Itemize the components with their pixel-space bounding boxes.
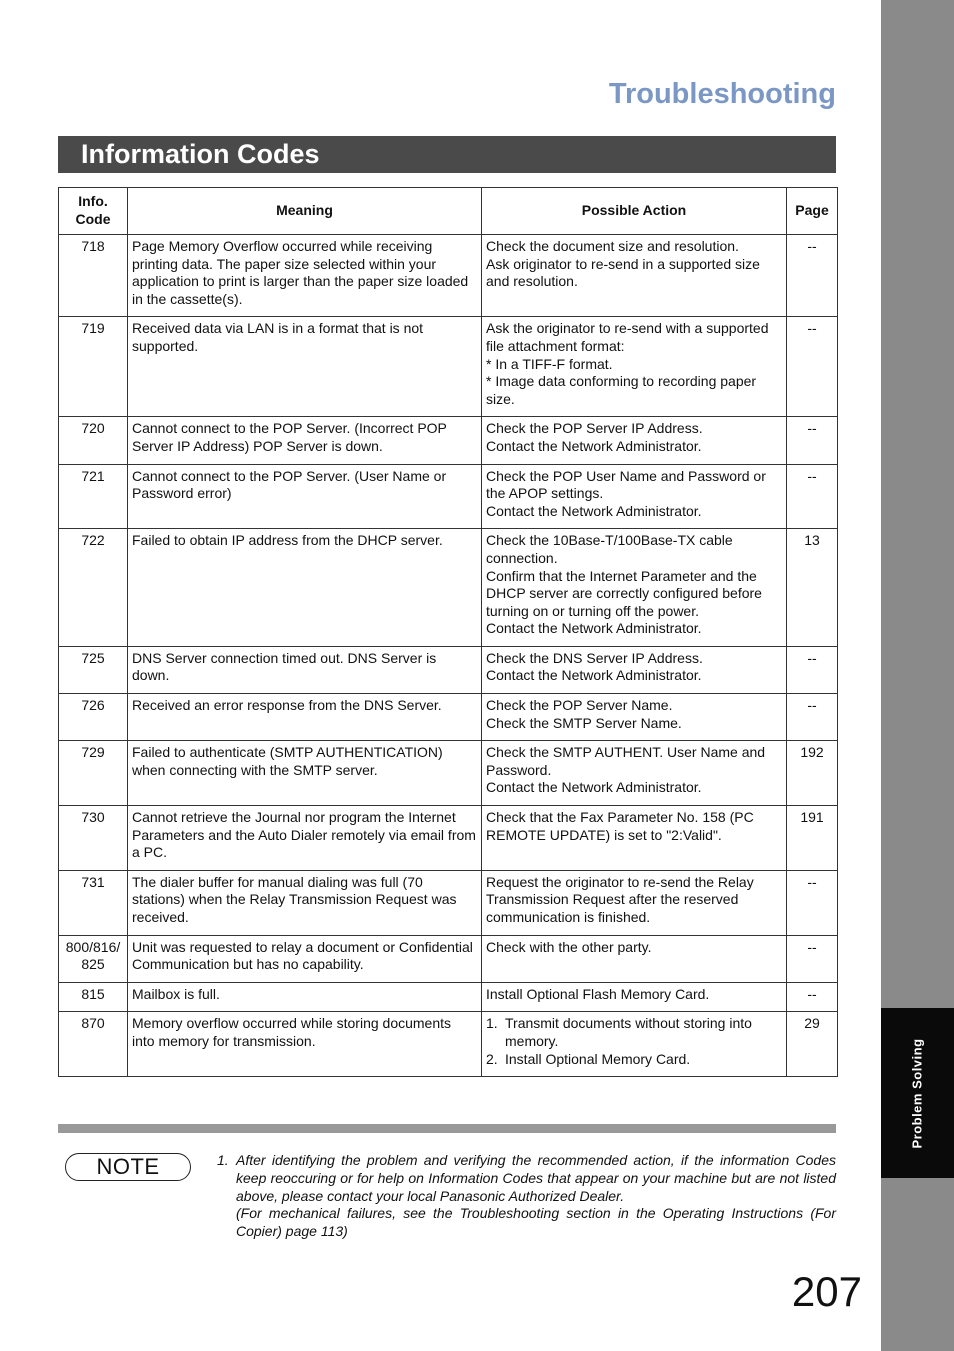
col-header-page: Page xyxy=(787,188,838,235)
meaning-cell: Failed to authenticate (SMTP AUTHENTICATION) when connecting with the SMTP server. xyxy=(128,741,482,806)
side-tab-label: Problem Solving xyxy=(910,1037,926,1149)
action-step xyxy=(486,1051,782,1069)
step-number: 2. xyxy=(486,1050,498,1067)
code-cell: 719 xyxy=(59,317,128,417)
col-header-code: Info. Code xyxy=(59,188,128,235)
step-text: Transmit documents without storing into memory. xyxy=(505,1015,752,1049)
side-tab xyxy=(881,1008,954,1178)
table-row xyxy=(59,529,838,647)
action-cell: Check the POP Server Name. Check the SMTP Server Name. xyxy=(482,694,787,741)
page-cell: -- xyxy=(787,235,838,317)
meaning-cell: Received data via LAN is in a format that is not supported. xyxy=(128,317,482,417)
code-cell: 815 xyxy=(59,982,128,1012)
meaning-cell: Page Memory Overflow occurred while receiving printing data. The paper size selected within your application to print is larger than the paper size loaded in the cassette(s). xyxy=(128,235,482,317)
action-cell: Check the 10Base-T/100Base-TX cable connection. Confirm that the Internet Parameter and the DHCP server are correctly configured before turning on or turning off the power. Contact the Network Administrator. xyxy=(482,529,787,647)
code-cell: 722 xyxy=(59,529,128,647)
action-cell: Request the originator to re-send the Relay Transmission Request after the reserved communication is finished. xyxy=(482,870,787,935)
table-row xyxy=(59,1012,838,1077)
action-cell: Install Optional Flash Memory Card. xyxy=(482,982,787,1012)
meaning-cell: Mailbox is full. xyxy=(128,982,482,1012)
meaning-cell: Cannot retrieve the Journal nor program the Internet Parameters and the Auto Dialer remotely via email from a PC. xyxy=(128,806,482,871)
code-cell: 800/816/ 825 xyxy=(59,935,128,982)
page-cell: -- xyxy=(787,982,838,1012)
page-cell: -- xyxy=(787,646,838,693)
page-cell: -- xyxy=(787,464,838,529)
meaning-cell: Cannot connect to the POP Server. (Incorrect POP Server IP Address) POP Server is down. xyxy=(128,417,482,464)
meaning-cell: Cannot connect to the POP Server. (User Name or Password error) xyxy=(128,464,482,529)
action-cell: Check with the other party. xyxy=(482,935,787,982)
table-row xyxy=(59,806,838,871)
action-cell: Check the POP User Name and Password or the APOP settings. Contact the Network Administrator. xyxy=(482,464,787,529)
col-header-meaning: Meaning xyxy=(128,188,482,235)
code-cell: 720 xyxy=(59,417,128,464)
table-row xyxy=(59,317,838,417)
table-row xyxy=(59,982,838,1012)
action-cell: Check the POP Server IP Address. Contact the Network Administrator. xyxy=(482,417,787,464)
meaning-cell: Unit was requested to relay a document or Confidential Communication but has no capability. xyxy=(128,935,482,982)
note-text xyxy=(217,1152,836,1241)
page-cell: -- xyxy=(787,870,838,935)
step-number: 1. xyxy=(486,1015,498,1032)
action-cell: Ask the originator to re-send with a supported file attachment format: * In a TIFF-F format. * Image data conforming to recording paper size. xyxy=(482,317,787,417)
page-cell: 192 xyxy=(787,741,838,806)
page-cell: 29 xyxy=(787,1012,838,1077)
note-subparagraph: (For mechanical failures, see the Troubleshooting section in the Operating Instructions (For Copier) page 113) xyxy=(236,1205,836,1240)
table-row xyxy=(59,464,838,529)
page-cell: 13 xyxy=(787,529,838,647)
page-cell: -- xyxy=(787,935,838,982)
table-row xyxy=(59,235,838,317)
action-cell: Check the SMTP AUTHENT. User Name and Password. Contact the Network Administrator. xyxy=(482,741,787,806)
action-cell: Check that the Fax Parameter No. 158 (PC REMOTE UPDATE) is set to "2:Valid". xyxy=(482,806,787,871)
info-codes-table xyxy=(58,187,838,1077)
action-cell xyxy=(482,1012,787,1077)
code-cell: 870 xyxy=(59,1012,128,1077)
code-cell: 725 xyxy=(59,646,128,693)
note-paragraph: After identifying the problem and verifying the recommended action, if the information Codes keep reoccuring or for help on Information Codes that appear on your machine but are not listed above, please contact your local Panasonic Authorized Dealer. xyxy=(236,1152,836,1204)
action-cell: Check the DNS Server IP Address. Contact the Network Administrator. xyxy=(482,646,787,693)
section-header xyxy=(58,136,836,173)
section-title: Information Codes xyxy=(81,139,320,169)
action-step xyxy=(486,1015,782,1050)
code-cell: 729 xyxy=(59,741,128,806)
table-row xyxy=(59,417,838,464)
code-cell: 721 xyxy=(59,464,128,529)
table-row xyxy=(59,870,838,935)
code-cell: 726 xyxy=(59,694,128,741)
page-cell: -- xyxy=(787,317,838,417)
meaning-cell: Received an error response from the DNS Server. xyxy=(128,694,482,741)
col-header-action: Possible Action xyxy=(482,188,787,235)
step-text: Install Optional Memory Card. xyxy=(505,1050,691,1067)
divider-rule xyxy=(58,1124,836,1133)
meaning-cell: The dialer buffer for manual dialing was full (70 stations) when the Relay Transmission Request was received. xyxy=(128,870,482,935)
table-row xyxy=(59,694,838,741)
table-row xyxy=(59,741,838,806)
code-cell: 718 xyxy=(59,235,128,317)
page-cell: -- xyxy=(787,694,838,741)
table-row xyxy=(59,646,838,693)
meaning-cell: DNS Server connection timed out. DNS Server is down. xyxy=(128,646,482,693)
table-row xyxy=(59,935,838,982)
note-number: 1. xyxy=(217,1152,229,1168)
page-cell: 191 xyxy=(787,806,838,871)
code-cell: 731 xyxy=(59,870,128,935)
meaning-cell: Failed to obtain IP address from the DHCP server. xyxy=(128,529,482,647)
meaning-cell: Memory overflow occurred while storing documents into memory for transmission. xyxy=(128,1012,482,1077)
chapter-title: Troubleshooting xyxy=(608,78,836,110)
page-cell: -- xyxy=(787,417,838,464)
page-number: 207 xyxy=(791,1268,862,1315)
code-cell: 730 xyxy=(59,806,128,871)
table-header-row xyxy=(59,188,838,235)
note-badge: NOTE xyxy=(65,1153,191,1181)
action-cell: Check the document size and resolution. Ask originator to re-send in a supported size and resolution. xyxy=(482,235,787,317)
